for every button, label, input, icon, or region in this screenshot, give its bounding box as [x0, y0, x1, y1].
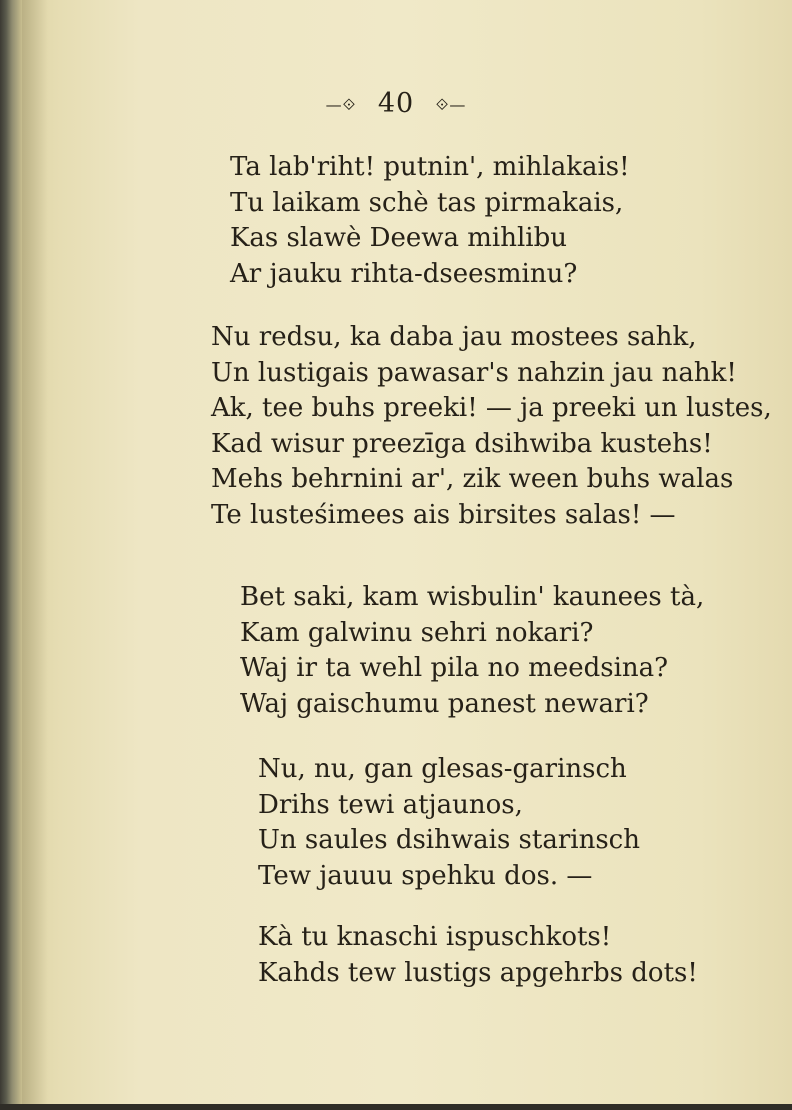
verse-line: Mehs behrnini ar', zik ween buhs walas: [211, 464, 734, 494]
gutter-shadow: [22, 0, 48, 1110]
verse-line: Ta lab'riht! putnin', mihlakais!: [230, 152, 630, 182]
verse-line: Kam galwinu sehri nokari?: [240, 617, 594, 648]
verse-line: Waj ir ta wehl pila no meedsina?: [240, 653, 669, 683]
verse-line: Tew jauuu spehku dos. —: [258, 860, 593, 891]
verse-line: Te lusteśimees ais birsites salas! —: [211, 499, 676, 530]
page-number: 40: [377, 88, 415, 119]
verse-line: Kà tu knaschi ispuschkots!: [258, 922, 612, 952]
right-ornament-icon: ⟐—: [435, 94, 467, 114]
verse-line: Un saules dsihwais starinsch: [258, 825, 640, 855]
verse-line: Bet saki, kam wisbulin' kaunees tà,: [240, 582, 705, 612]
verse-line: Tu laikam schè tas pirmakais,: [230, 187, 624, 218]
verse-line: Kad wisur preezīga dsihwiba kustehs!: [211, 428, 713, 459]
verse-line: Ak, tee buhs preeki! — ja preeki un lustes,: [211, 393, 772, 423]
verse-line: Kas slawè Deewa mihlibu: [230, 223, 567, 253]
verse-line: Un lustigais pawasar's nahzin jau nahk!: [211, 357, 737, 388]
verse-line: Waj gaischumu panest newari?: [240, 688, 649, 719]
left-ornament-icon: —⟐: [325, 94, 357, 114]
verse-line: Nu redsu, ka daba jau mostees sahk,: [211, 322, 697, 352]
stanza: [258, 920, 698, 991]
page-bottom-edge: [0, 1104, 792, 1110]
stanza: [211, 320, 772, 533]
verse-line: Nu, nu, gan glesas-garinsch: [258, 754, 627, 784]
stanza: [258, 752, 640, 894]
verse-line: Kahds tew lustigs apgehrbs dots!: [258, 957, 698, 988]
stanza: [230, 150, 630, 292]
stanza: [240, 580, 704, 722]
verse-line: Ar jauku rihta-dseesminu?: [230, 258, 578, 289]
book-spine: [0, 0, 22, 1110]
page-header: [0, 88, 792, 119]
verse-line: Drihs tewi atjaunos,: [258, 789, 523, 820]
